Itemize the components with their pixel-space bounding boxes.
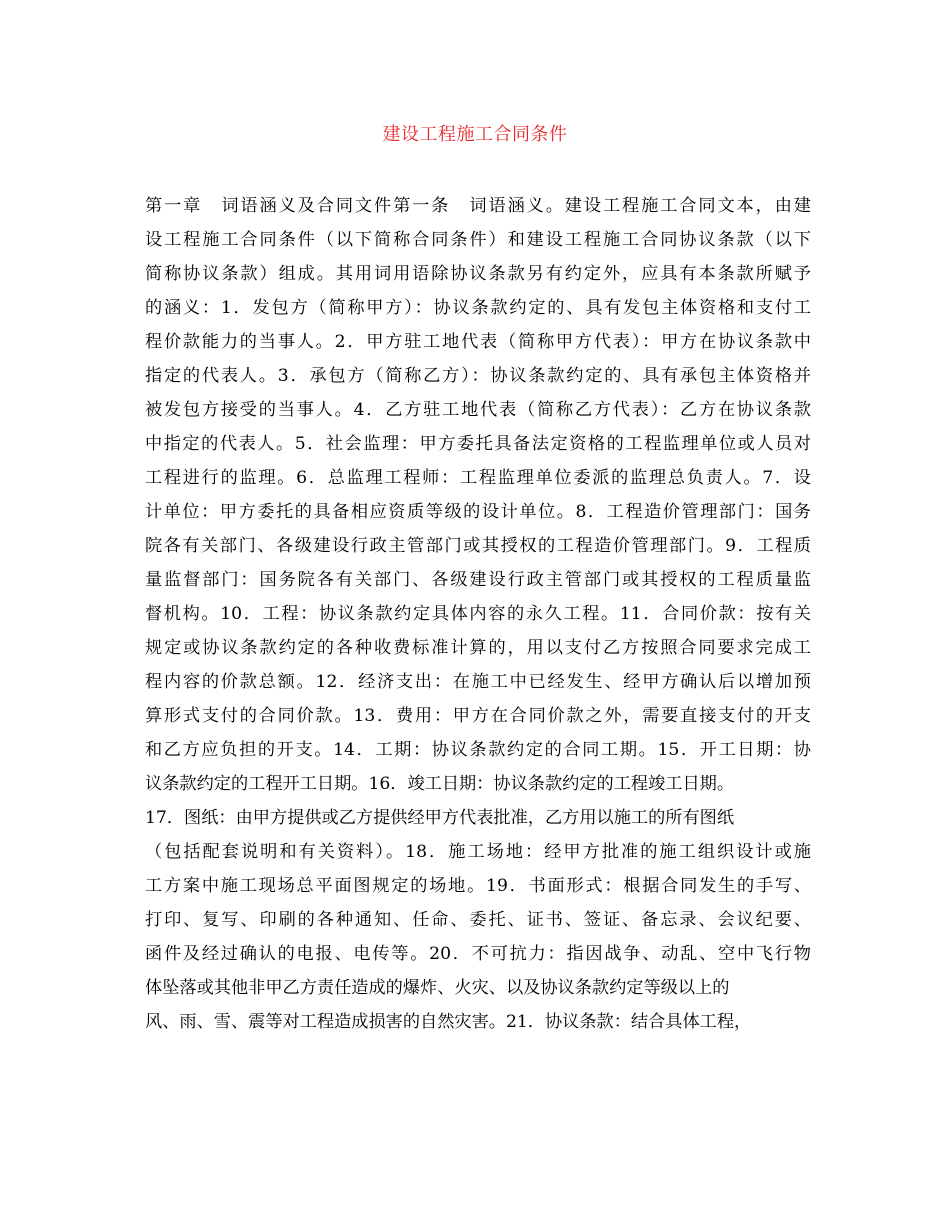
body-line-13: 督机构。10．工程：协议条款约定具体内容的永久工程。11．合同价款：按有关 <box>145 604 811 624</box>
body-line-1: 第一章 词语涵义及合同文件第一条 词语涵义。建设工程施工合同文本，由建 <box>145 196 811 216</box>
body-line-12: 量监督部门：国务院各有关部门、各级建设行政主管部门或其授权的工程质量监 <box>145 570 811 590</box>
body-line-22: 打印、复写、印刷的各种通知、任命、委托、证书、签证、备忘录、会议纪要、 <box>145 910 811 930</box>
body-line-15: 程内容的价款总额。12．经济支出：在施工中已经发生、经甲方确认后以增加预 <box>145 672 811 692</box>
body-line-21: 工方案中施工现场总平面图规定的场地。19．书面形式：根据合同发生的手写、 <box>145 876 811 896</box>
body-line-11: 院各有关部门、各级建设行政主管部门或其授权的工程造价管理部门。9．工程质 <box>145 536 811 556</box>
body-line-24: 体坠落或其他非甲乙方责任造成的爆炸、火灾、以及协议条款约定等级以上的 <box>145 978 730 998</box>
body-line-5: 程价款能力的当事人。2．甲方驻工地代表（简称甲方代表）：甲方在协议条款中 <box>145 332 811 352</box>
body-line-18: 议条款约定的工程开工日期。16．竣工日期：协议条款约定的工程竣工日期。 <box>145 774 735 794</box>
body-line-20: （包括配套说明和有关资料）。18．施工场地：经甲方批准的施工组织设计或施 <box>145 842 811 862</box>
body-line-17: 和乙方应负担的开支。14．工期：协议条款约定的合同工期。15．开工日期：协 <box>145 740 811 760</box>
body-line-10: 计单位：甲方委托的具备相应资质等级的设计单位。8．工程造价管理部门：国务 <box>145 502 811 522</box>
body-line-3: 简称协议条款）组成。其用词用语除协议条款另有约定外，应具有本条款所赋予 <box>145 264 811 284</box>
body-line-4: 的涵义：1．发包方（简称甲方）：协议条款约定的、具有发包主体资格和支付工 <box>145 298 811 318</box>
body-line-8: 中指定的代表人。5．社会监理：甲方委托具备法定资格的工程监理单位或人员对 <box>145 434 811 454</box>
body-line-9: 工程进行的监理。6．总监理工程师：工程监理单位委派的监理总负责人。7．设 <box>145 468 811 488</box>
body-line-2: 设工程施工合同条件（以下简称合同条件）和建设工程施工合同协议条款（以下 <box>145 230 811 250</box>
body-line-6: 指定的代表人。3．承包方（简称乙方）：协议条款约定的、具有承包主体资格并 <box>145 366 811 386</box>
document-body <box>145 189 811 1039</box>
body-line-19: 17．图纸：由甲方提供或乙方提供经甲方代表批准，乙方用以施工的所有图纸 <box>145 808 735 828</box>
body-line-23: 函件及经过确认的电报、电传等。20．不可抗力：指因战争、动乱、空中飞行物 <box>145 944 811 964</box>
body-line-25: 风、雨、雪、震等对工程造成损害的自然灾害。21．协议条款：结合具体工程， <box>145 1012 752 1032</box>
body-line-14: 规定或协议条款约定的各种收费标准计算的，用以支付乙方按照合同要求完成工 <box>145 638 811 658</box>
document-title: 建设工程施工合同条件 <box>382 124 568 145</box>
body-line-7: 被发包方接受的当事人。4．乙方驻工地代表（简称乙方代表）：乙方在协议条款 <box>145 400 811 420</box>
body-line-16: 算形式支付的合同价款。13．费用：甲方在合同价款之外，需要直接支付的开支 <box>145 706 811 726</box>
